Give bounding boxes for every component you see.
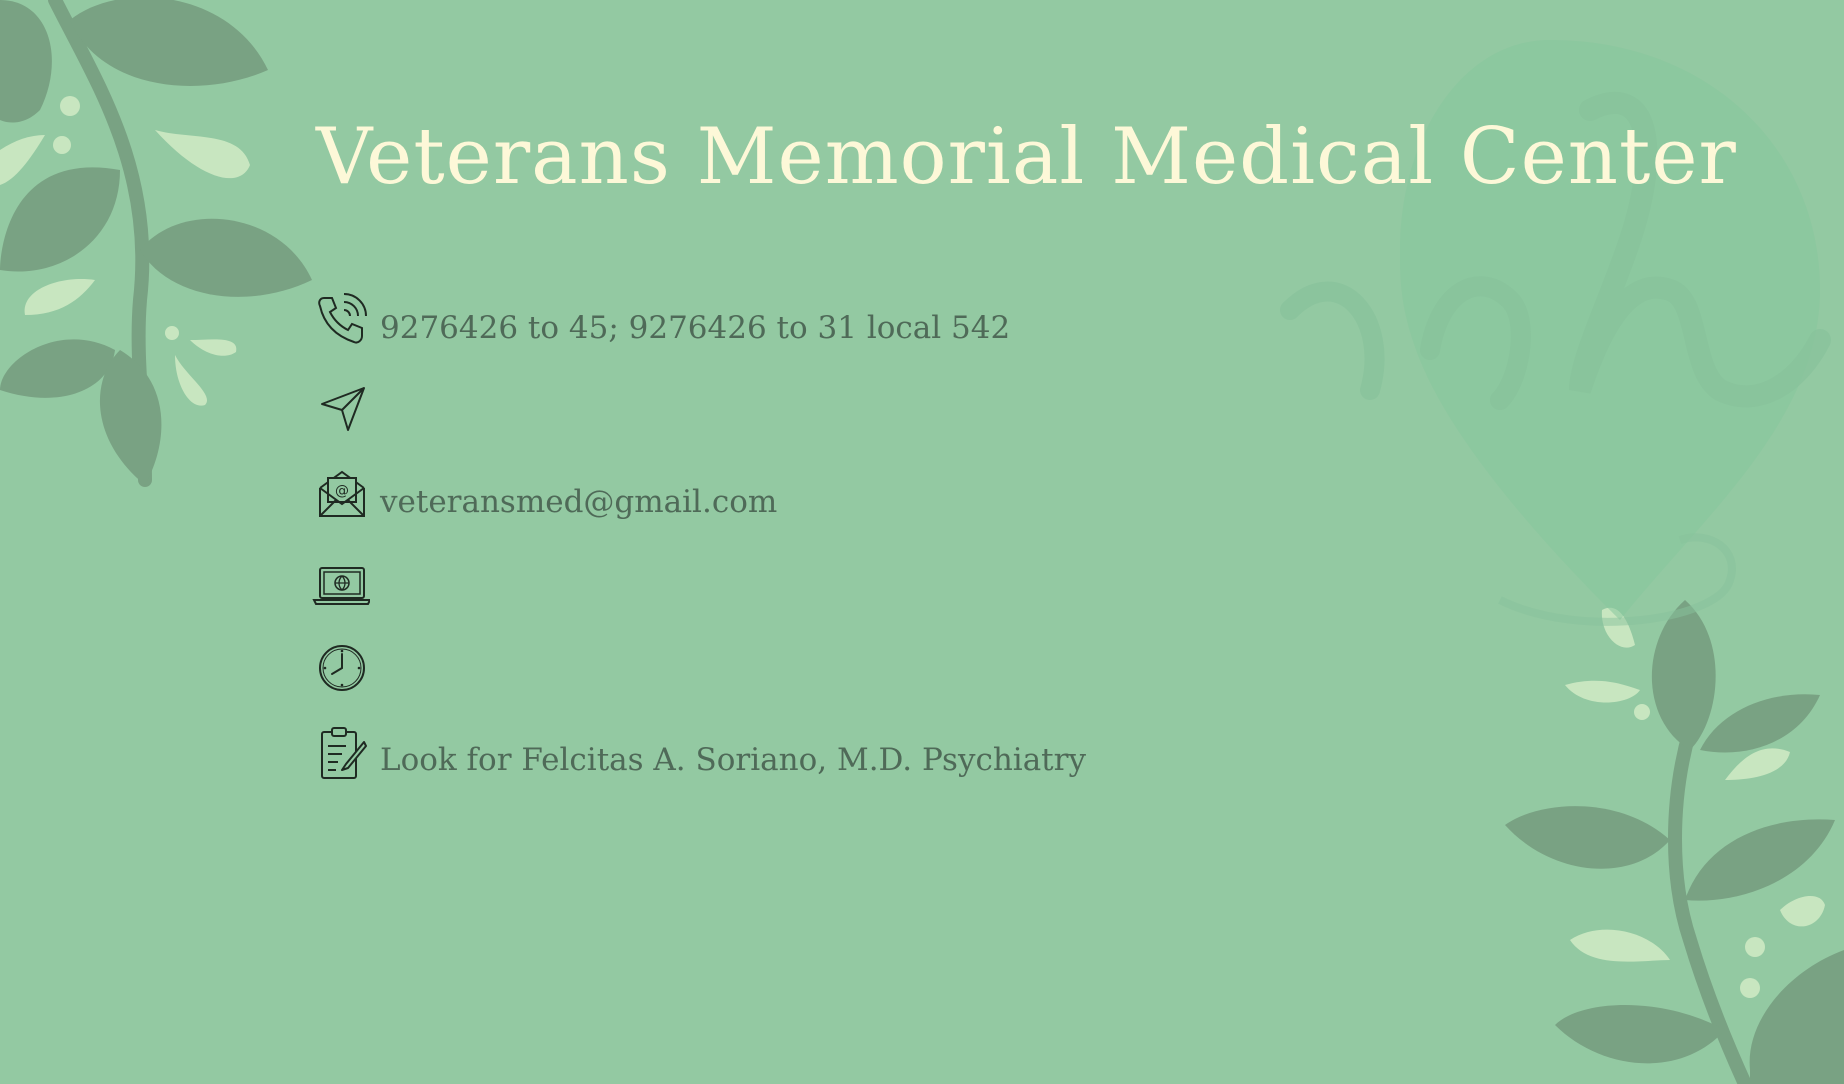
phone-icon — [310, 292, 370, 352]
leaf-decoration-top-left — [0, 0, 330, 500]
clipboard-icon — [310, 724, 370, 784]
email-address[interactable]: veteransmed@gmail.com — [380, 484, 778, 520]
page-title: Veterans Memorial Medical Center — [316, 112, 1737, 202]
location-arrow-icon — [310, 380, 370, 440]
phone-number: 9276426 to 45; 9276426 to 31 local 542 — [380, 310, 1011, 346]
laptop-globe-icon — [310, 556, 370, 616]
leaf-decoration-bottom-right — [1490, 600, 1844, 1084]
email-icon — [310, 466, 370, 526]
doctor-note: Look for Felcitas A. Soriano, M.D. Psychiatry — [380, 742, 1086, 778]
clock-icon — [310, 638, 370, 698]
svg-text:@: @ — [335, 483, 349, 499]
